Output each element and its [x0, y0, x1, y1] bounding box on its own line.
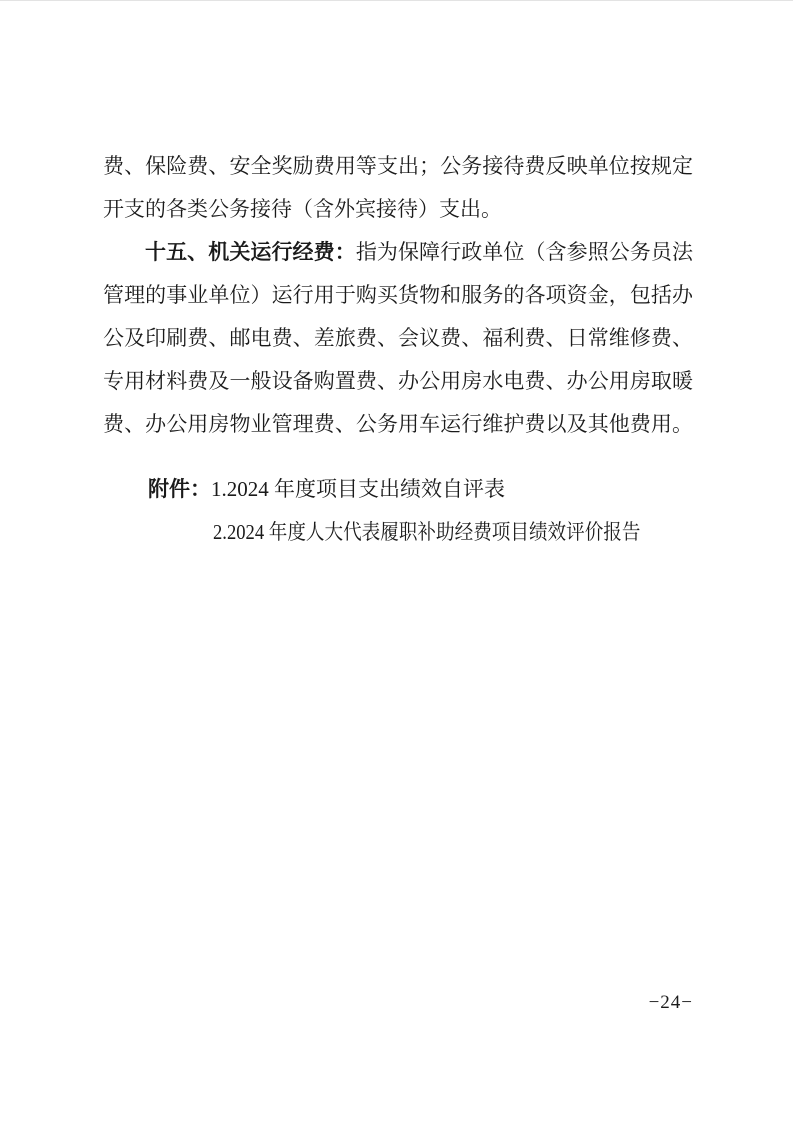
- attachments-block: [103, 468, 693, 554]
- body-text: [103, 145, 693, 554]
- paragraph2-line3: 公及印刷费、邮电费、差旅费、会议费、福利费、日常维修费、: [103, 326, 693, 350]
- paragraph2-line1-rest: 指为保障行政单位（含参照公务员法: [355, 240, 694, 264]
- paragraph2-line5: 费、办公用房物业管理费、公务用车运行维护费以及其他费用。: [103, 412, 693, 436]
- attachment-item-2: 2.2024 年度人大代表履职补助经费项目绩效评价报告: [213, 520, 641, 544]
- paragraph1-line1: 费、保险费、安全奖励费用等支出；公务接待费反映单位按规定: [103, 154, 693, 178]
- page-number: −24−: [648, 992, 693, 1013]
- attachment-line-2: [103, 511, 693, 554]
- paragraph2-line4: 专用材料费及一般设备购置费、办公用房水电费、办公用房取暖: [103, 369, 693, 393]
- attachments-label: 附件：: [148, 478, 211, 501]
- paragraph1-line2: 开支的各类公务接待（含外宾接待）支出。: [103, 197, 502, 221]
- attachment-line-1: [103, 468, 693, 511]
- section-heading: 十五、机关运行经费：: [145, 241, 356, 264]
- paragraph2-line2: 管理的事业单位）运行用于购买货物和服务的各项资金，包括办: [103, 283, 693, 307]
- attachment-item-1: 1.2024 年度项目支出绩效自评表: [211, 477, 505, 501]
- paragraph2-line1: [103, 231, 693, 274]
